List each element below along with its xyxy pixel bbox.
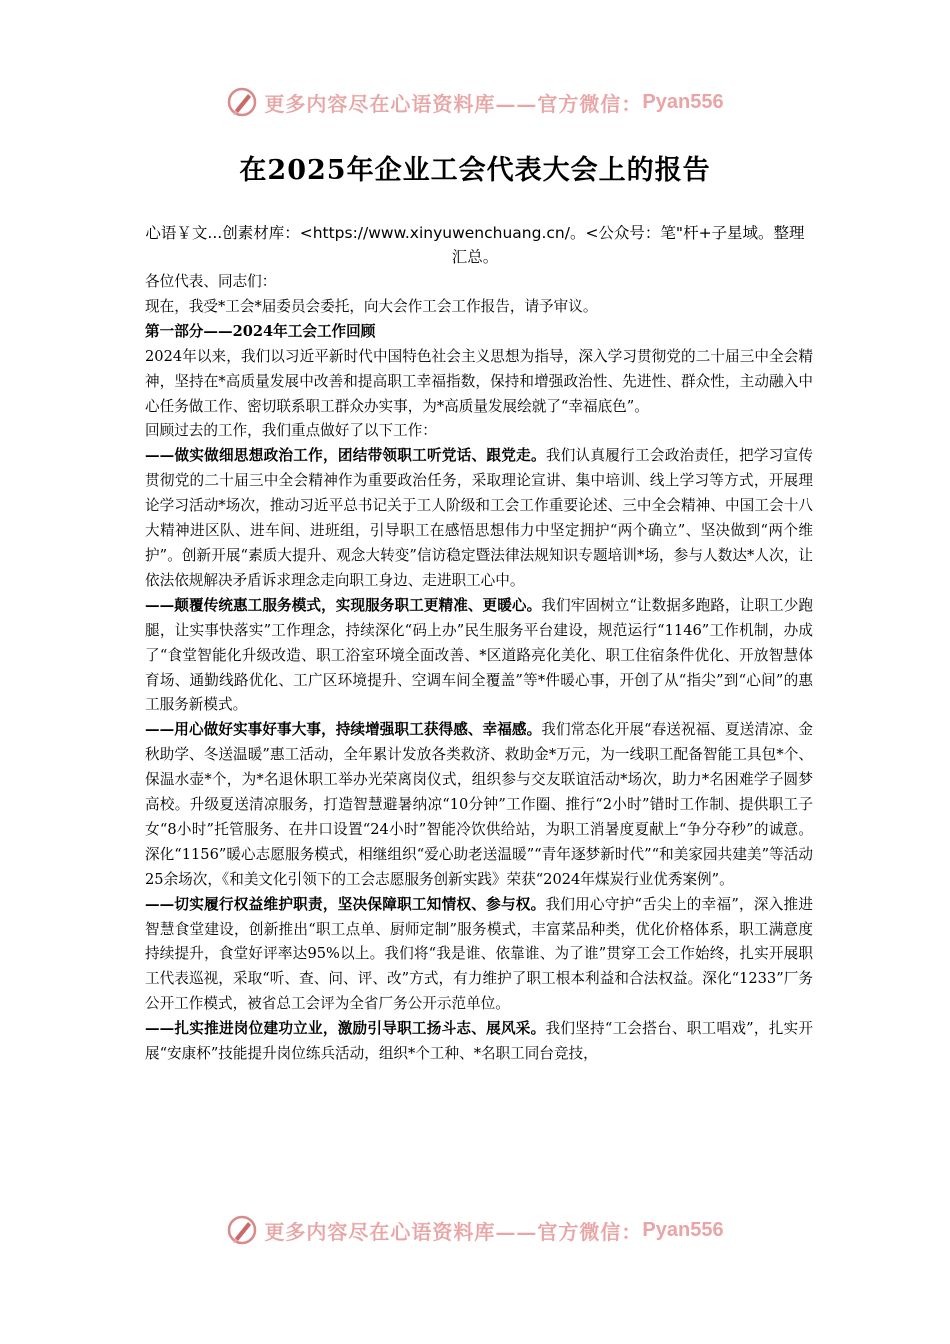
paragraph-salutation: 各位代表、同志们： [145,273,277,290]
paragraph-item-skills [145,1017,813,1067]
paragraph-transition: 回顾过去的工作，我们重点做好了以下工作： [145,422,437,440]
item-body: 我们坚持“工会搭台、职工唱戏”，扎实开展“安康杯”技能提升岗位练兵活动，组织*个工种、*名职工同台竞技， [145,1020,813,1063]
item-body: 我们常态化开展“春送祝福、夏送清凉、金秋助学、冬送温暖”惠工活动，全年累计发放各类救济、救助金*万元，为一线职工配备智能工具包*个、保温水壶*个，为*名退休职工举办光荣离岗仪式，组织参与交友联谊活动*场次，助力*名困难学子圆梦高校。升级夏送清凉服务，打造智慧避暑纳凉“10分钟”工作圈、推行“2小时”错时工作制、提供职工子女“8小时”托管服务、在井口设置“24小时”智能冷饮供给站，为职工消暑度夏献上“争分夺秒”的诚意。深化“1156”暖心志愿服务模式，相继组织“爱心助老送温暖”“青年逐梦新时代”“和美家园共建美”等活动25余场次，《和美文化引领下的工会志愿服务创新实践》荣获“2024年煤炭行业优秀案例”。 [145,721,813,888]
paragraph-item-service [145,594,813,719]
item-lead: ——做实做细思想政治工作，团结带领职工听党话、跟党走。 [145,447,546,465]
paragraph-item-ideology [145,444,813,593]
watermark-text: 更多内容尽在心语资料库——官方微信： [264,1219,643,1244]
paragraph-item-welfare [145,718,813,892]
paragraph-overview: 2024年以来，我们以习近平新时代中国特色社会主义思想为指导，深入学习贯彻党的二十届三中全会精神，坚持在*高质量发展中改善和提高职工幸福指数，保持和增强政治性、先进性、群众性，主动融入中心任务做工作、密切联系职工群众办实事，为*高质量发展绘就了“幸福底色”。 [145,347,813,415]
paragraph-item-rights [145,893,813,1018]
watermark-text: 更多内容尽在心语资料库——官方微信： [264,91,643,116]
section-heading: 第一部分——2024年工会工作回顾 [145,322,376,340]
document-body [145,270,813,1067]
pen-logo-icon [226,86,258,118]
item-body: 我们用心守护“舌尖上的幸福”，深入推进智慧食堂建设，创新推出“职工点单、厨师定制”服务模式，丰富菜品种类，优化价格体系，职工满意度持续提升，食堂好评率达95%以上。我们将“我是谁、依靠谁、为了谁”贯穿工会工作始终，扎实开展职工代表巡视，采取“听、查、问、评、改”方式，有力维护了职工根本利益和合法权益。深化“1233”厂务公开工作模式，被省总工会评为全省厂务公开示范单位。 [145,895,813,1013]
watermark-wechat-id: Pyan556 [642,1218,724,1241]
watermark-banner-top [0,84,950,120]
item-body: 我们认真履行工会政治责任，把学习宣传贯彻党的二十届三中全会精神作为重要政治任务，采取理论宣讲、集中培训、线上学习等方式，开展理论学习活动*场次，推动习近平总书记关于工人阶级和工会工作重要论述、三中全会精神、中国工会十八大精神进区队、进车间、进班组，引导职工在感悟思想伟力中坚定拥护“两个确立”、坚决做到“两个维护”。创新开展“素质大提升、观念大转变”信访稳定暨法律法规知识专题培训*场，参与人数达*人次，让依法依规解决矛盾诉求理念走向职工身边、走进职工心中。 [145,447,813,589]
item-lead: ——扎实推进岗位建功立业，激励引导职工扬斗志、展风采。 [145,1020,546,1038]
source-line: 心语￥文...创素材库：<https://www.xinyuwenchuang.cn/。<公众号：笔"杆+子星域。整理汇总。 [145,224,805,266]
item-lead: ——用心做好实事好事大事，持续增强职工获得感、幸福感。 [145,721,542,739]
pen-logo-icon [226,1214,258,1246]
document-title: 在2025年企业工会代表大会上的报告 [239,155,711,186]
item-lead: ——切实履行权益维护职责，坚决保障职工知情权、参与权。 [145,895,546,913]
watermark-banner-bottom [0,1212,950,1248]
item-lead: ——颠覆传统惠工服务模式，实现服务职工更精准、更暖心。 [145,596,542,614]
item-body: 我们牢固树立“让数据多跑路，让职工少跑腿，让实事快落实”工作理念，持续深化“码上办”民生服务平台建设，规范运行“1146”工作机制，办成了“食堂智能化升级改造、职工浴室环境全面改善、*区道路亮化美化、职工住宿条件优化、开放智慧体育场、通勤线路优化、工广区环境提升、空调车间全覆盖”等*件暖心事，开创了从“指尖”到“心间”的惠工服务新模式。 [145,596,813,714]
watermark-wechat-id: Pyan556 [642,90,724,113]
paragraph-intro: 现在，我受*工会*届委员会委托，向大会作工会工作报告，请予审议。 [145,297,598,315]
